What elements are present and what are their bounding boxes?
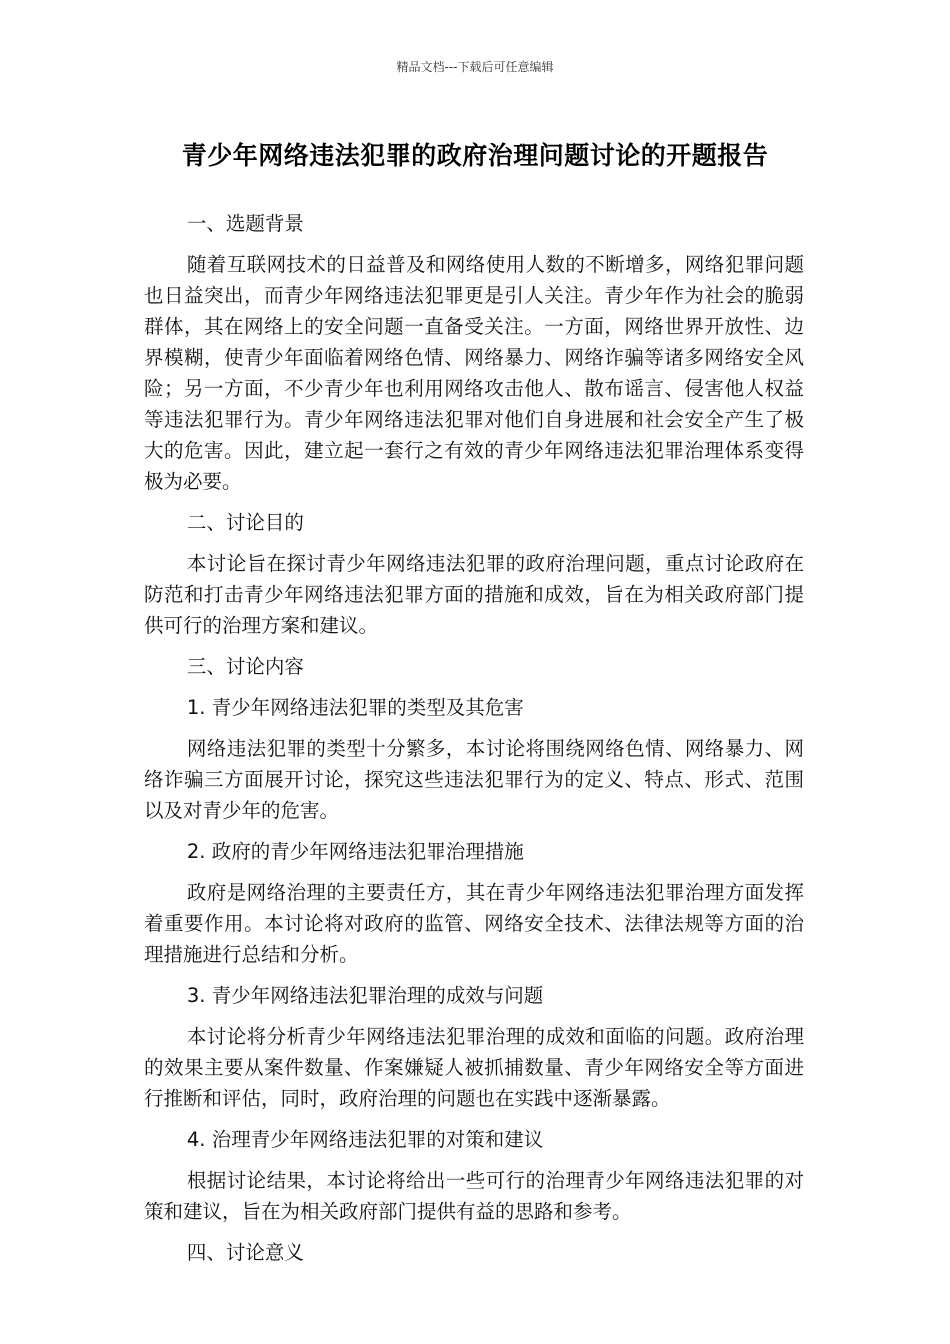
section-heading-significance: 四、讨论意义: [186, 1241, 304, 1264]
header-note: 精品文档---下载后可任意编辑: [396, 60, 554, 74]
paragraph-purpose: 本讨论旨在探讨青少年网络违法犯罪的政府治理问题，重点讨论政府在防范和打击青少年网络违法犯罪方面的措施和成效，旨在为相关政府部门提供可行的治理方案和建议。: [144, 552, 804, 637]
paragraph-background: 随着互联网技术的日益普及和网络使用人数的不断增多，网络犯罪问题也日益突出，而青少年网络违法犯罪更是引人关注。青少年作为社会的脆弱群体，其在网络上的安全问题一直备受关注。一方面，网络世界开放性、边界模糊，使青少年面临着网络色情、网络暴力、网络诈骗等诸多网络安全风险；另一方面，不少青少年也利用网络攻击他人、散布谣言、侵害他人权益等违法犯罪行为。青少年网络违法犯罪对他们自身进展和社会安全产生了极大的危害。因此，建立起一套行之有效的青少年网络违法犯罪治理体系变得极为必要。: [144, 253, 804, 493]
section-heading-purpose: 二、讨论目的: [186, 511, 304, 534]
subsection-heading-types: 1. 青少年网络违法犯罪的类型及其危害: [186, 696, 524, 719]
paragraph-effects: 本讨论将分析青少年网络违法犯罪治理的成效和面临的问题。政府治理的效果主要从案件数量、作案嫌疑人被抓捕数量、青少年网络安全等方面进行推断和评估，同时，政府治理的问题也在实践中逐渐暴露。: [144, 1025, 804, 1110]
document-body: [144, 208, 804, 1278]
paragraph-measures: 政府是网络治理的主要责任方，其在青少年网络违法犯罪治理方面发挥着重要作用。本讨论将对政府的监管、网络安全技术、法律法规等方面的治理措施进行总结和分析。: [144, 881, 804, 966]
subsection-heading-effects: 3. 青少年网络违法犯罪治理的成效与问题: [186, 984, 544, 1007]
paragraph-suggestions: 根据讨论结果，本讨论将给出一些可行的治理青少年网络违法犯罪的对策和建议，旨在为相关政府部门提供有益的思路和参考。: [144, 1169, 804, 1223]
section-heading-content: 三、讨论内容: [186, 655, 304, 678]
document-title: 青少年网络违法犯罪的政府治理问题讨论的开题报告: [181, 141, 769, 170]
section-heading-background: 一、选题背景: [186, 212, 304, 235]
paragraph-types: 网络违法犯罪的类型十分繁多，本讨论将围绕网络色情、网络暴力、网络诈骗三方面展开讨论，探究这些违法犯罪行为的定义、特点、形式、范围以及对青少年的危害。: [144, 737, 804, 822]
subsection-heading-suggestions: 4. 治理青少年网络违法犯罪的对策和建议: [186, 1128, 544, 1151]
subsection-heading-measures: 2. 政府的青少年网络违法犯罪治理措施: [186, 840, 524, 863]
